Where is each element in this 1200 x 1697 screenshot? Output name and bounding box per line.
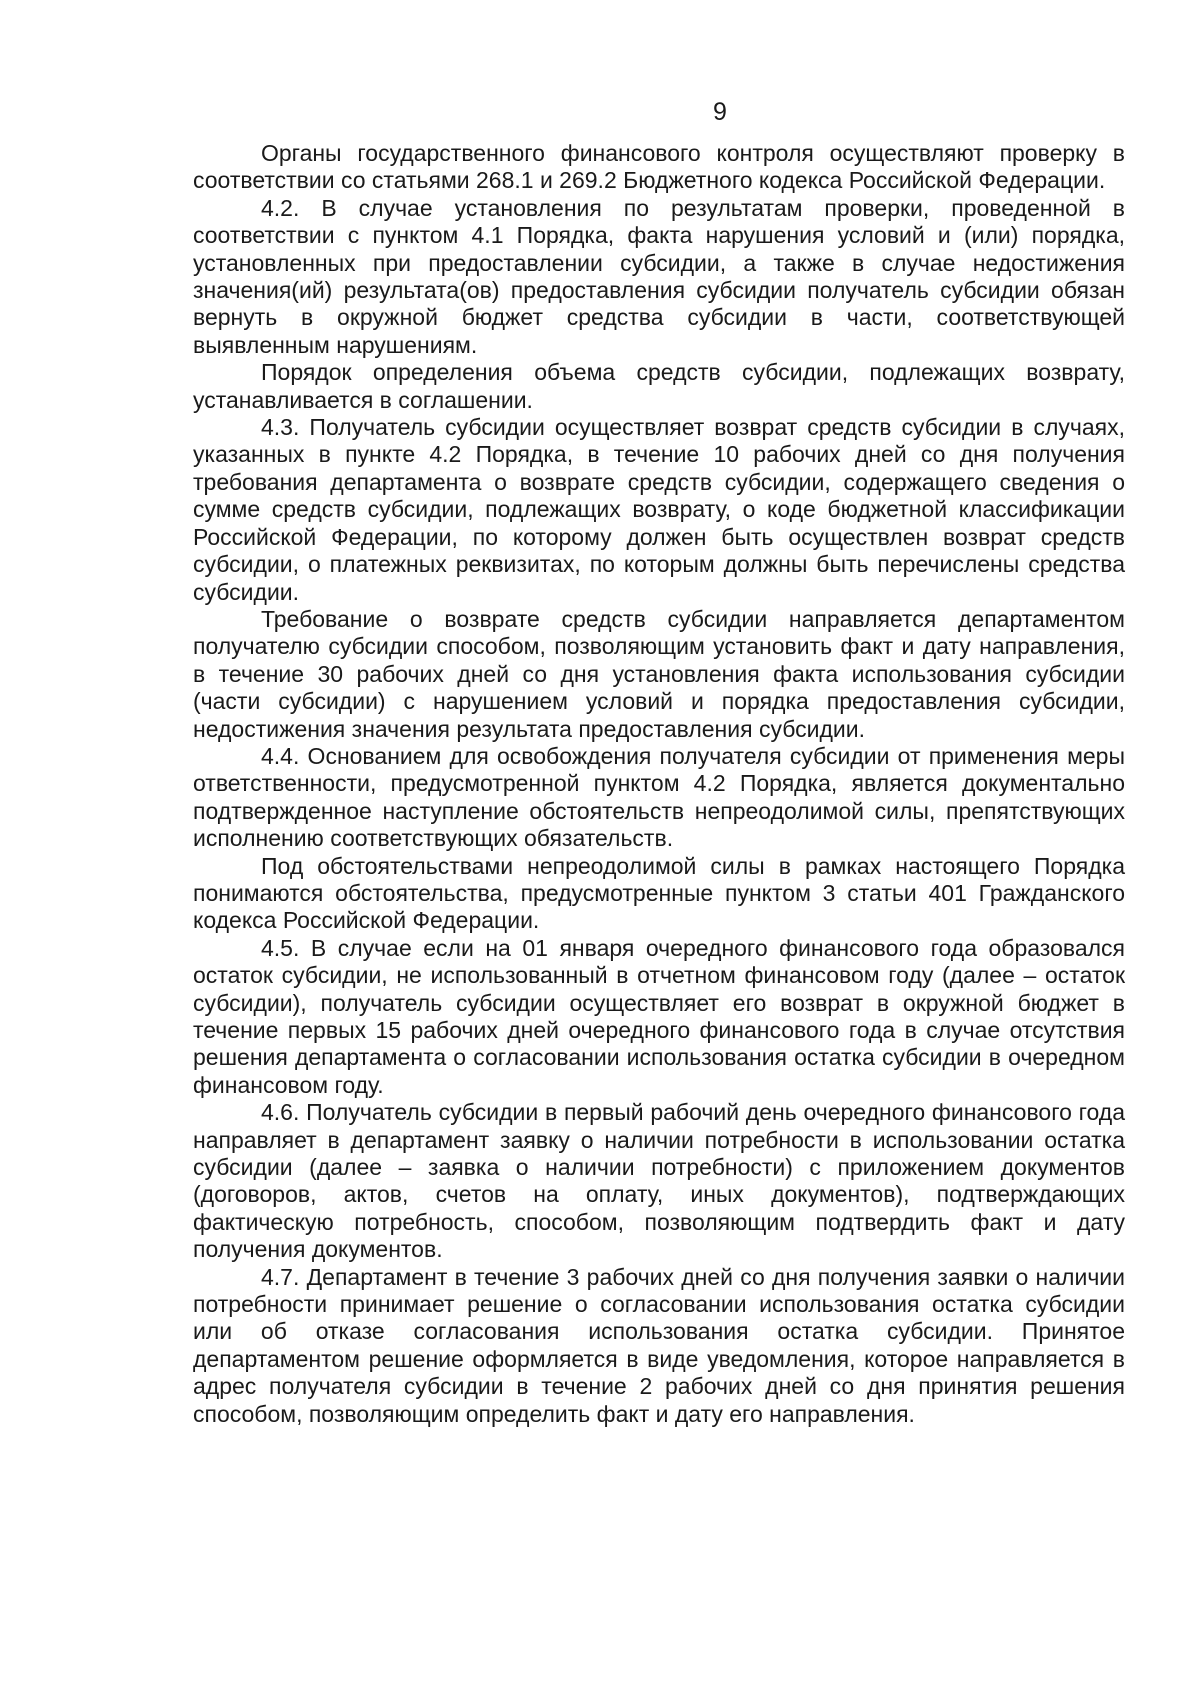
paragraph-4-6: 4.6. Получатель субсидии в первый рабочий день очередного финансового года направляет в департамент заявку о наличии потребности в использовании остатка субсидии (далее – заявка о наличии потребности) с приложением документов (договоров, актов, счетов на оплату, иных документов), подтверждающих фактическую потребность, способом, позволяющим подтвердить факт и дату получения документов. [193, 1099, 1125, 1263]
page-number [60, 97, 1200, 127]
paragraph-4-3: 4.3. Получатель субсидии осуществляет возврат средств субсидии в случаях, указанных в пункте 4.2 Порядка, в течение 10 рабочих дней со дня получения требования департамента о возврате средств субсидии, содержащего сведения о сумме средств субсидии, подлежащих возврату, о коде бюджетной классификации Российской Федерации, по которому должен быть осуществлен возврат средств субсидии, о платежных реквизитах, по которым должны быть перечислены средства субсидии. [193, 414, 1125, 605]
paragraph-4-7: 4.7. Департамент в течение 3 рабочих дней со дня получения заявки о наличии потребности принимает решение о согласовании использования остатка субсидии или об отказе согласования использования остатка субсидии. Принятое департаментом решение оформляется в виде уведомления, которое направляется в адрес получателя субсидии в течение 2 рабочих дней со дня принятия решения способом, позволяющим определить факт и дату его направления. [193, 1263, 1125, 1427]
paragraph-4-5: 4.5. В случае если на 01 января очередного финансового года образовался остаток субсидии, не использованный в отчетном финансовом году (далее – остаток субсидии), получатель субсидии осуществляет его возврат в окружной бюджет в течение первых 15 рабочих дней очередного финансового года в случае отсутствия решения департамента о согласовании использования остатка субсидии в очередном финансовом году. [193, 934, 1125, 1098]
paragraph-refund-demand: Требование о возврате средств субсидии направляется департаментом получателю субсидии способом, позволяющим установить факт и дату направления, в течение 30 рабочих дней со дня установления факта использования субсидии (части субсидии) с нарушением условий и порядка предоставления субсидии, недостижения значения результата предоставления субсидии. [193, 605, 1125, 742]
paragraph-force-majeure: Под обстоятельствами непреодолимой силы в рамках настоящего Порядка понимаются обстоятельства, предусмотренные пунктом 3 статьи 401 Гражданского кодекса Российской Федерации. [193, 852, 1125, 934]
paragraph-4-4: 4.4. Основанием для освобождения получателя субсидии от применения меры ответственности, предусмотренной пунктом 4.2 Порядка, является документально подтвержденное наступление обстоятельств непреодолимой силы, препятствующих исполнению соответствующих обязательств. [193, 742, 1125, 852]
document-body [193, 140, 1125, 1428]
paragraph-financial-control: Органы государственного финансового контроля осуществляют проверку в соответствии со статьями 268.1 и 269.2 Бюджетного кодекса Российской Федерации. [193, 140, 1125, 194]
paragraph-refund-volume: Порядок определения объема средств субсидии, подлежащих возврату, устанавливается в соглашении. [193, 359, 1125, 413]
paragraph-4-2: 4.2. В случае установления по результатам проверки, проведенной в соответствии с пунктом 4.1 Порядка, факта нарушения условий и (или) порядка, установленных при предоставлении субсидии, а также в случае недостижения значения(ий) результата(ов) предоставления субсидии получатель субсидии обязан вернуть в окружной бюджет средства субсидии в части, соответствующей выявленным нарушениям. [193, 194, 1125, 358]
page-number-text: 9 [713, 98, 727, 126]
